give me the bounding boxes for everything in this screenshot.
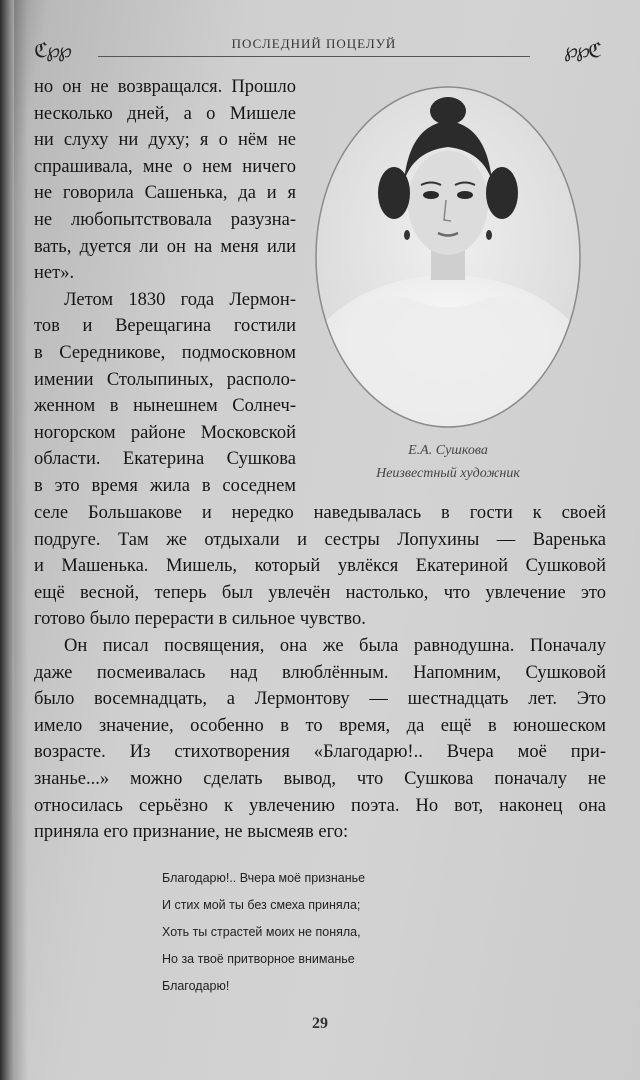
poem-line: Благодарю!.. Вчера моё признанье	[162, 871, 366, 885]
text-line: и Машенька. Мишель, который увлёкся Екатериной Сушковой	[34, 556, 606, 577]
text-line: но он не возвращался. Прошло	[34, 77, 296, 97]
text-line: Он писал посвящения, она же была равнодушна. Поначалу	[64, 635, 606, 656]
text-line: женном в нынешнем Солнеч-	[34, 396, 296, 417]
text-line: в это время жила в соседнем	[34, 475, 296, 496]
text-line: имело значение, особенно в то время, да ещё в юношеском	[34, 715, 606, 736]
text-line: имении Столыпиных, располо-	[34, 369, 296, 390]
text-line: вать, дуется ли он на меня или	[34, 236, 296, 257]
text-line: Летом 1830 года Лермон-	[64, 289, 296, 310]
running-title: ПОСЛЕДНИЙ ПОЦЕЛУЙ	[231, 36, 397, 51]
text-line: готово было перерасти в сильное чувство.	[34, 609, 366, 630]
ornament-left-icon: ℭ℘℘	[34, 38, 70, 62]
text-line: спрашивала, мне о нем ничего	[34, 156, 296, 177]
text-line: ни слуху ни духу; я о нём не	[34, 130, 296, 151]
text-line: даже посмеивалась над влюблённым. Напомним, Сушковой	[34, 662, 606, 683]
text-line: не говорила Сашенька, да и я	[34, 183, 296, 204]
ornament-right-icon: ℘℘ℭ	[564, 38, 600, 62]
page-header	[28, 34, 600, 74]
portrait-caption-name: Е.А. Сушкова	[408, 443, 488, 458]
poem-line: Благодарю!	[162, 979, 230, 993]
text-line: относилась серьёзно к увлечению поэта. Но вот, наконец она	[34, 795, 606, 816]
text-line: ногорском районе Московской	[34, 422, 296, 443]
text-line: нет».	[34, 263, 75, 284]
text-line: не любопытствовала разузна-	[34, 209, 296, 230]
text-line: области. Екатерина Сушкова	[34, 449, 296, 470]
poem-line: Но за твоё притворное вниманье	[162, 952, 355, 966]
poem-excerpt	[162, 865, 482, 1000]
text-line: в Середникове, подмосковном	[34, 342, 296, 363]
left-column-text	[34, 74, 296, 500]
text-line: знанье...» можно сделать вывод, что Сушкова поначалу не	[34, 768, 606, 789]
text-line: тов и Верещагина гостили	[34, 316, 296, 337]
text-line: приняла его признание, не высмеяв его:	[34, 822, 349, 843]
header-rule	[98, 56, 530, 57]
text-line: ещё весной, теперь был увлечён настолько, что увлечение это	[34, 582, 606, 603]
page-number: 29	[312, 1015, 328, 1032]
full-width-text	[34, 500, 606, 846]
text-line: несколько дней, а о Мишеле	[34, 103, 296, 124]
text-line: селе Большакове и нередко наведывалась в гости к своей	[34, 503, 606, 523]
text-line: возрасте. Из стихотворения «Благодарю!.. Вчера моё при-	[34, 742, 606, 763]
portrait-caption-artist: Неизвестный художник	[376, 466, 520, 481]
text-line: подруге. Там же отдыхали и сестры Лопухины — Варенька	[34, 529, 606, 550]
poem-line: Хоть ты страстей моих не поняла,	[162, 925, 361, 939]
text-line: было восемнадцать, а Лермонтову — шестнадцать лет. Это	[34, 689, 606, 710]
portrait-image	[314, 85, 582, 429]
book-spine-shadow	[0, 0, 14, 1080]
poem-line: И стих мой ты без смеха приняла;	[162, 898, 361, 912]
